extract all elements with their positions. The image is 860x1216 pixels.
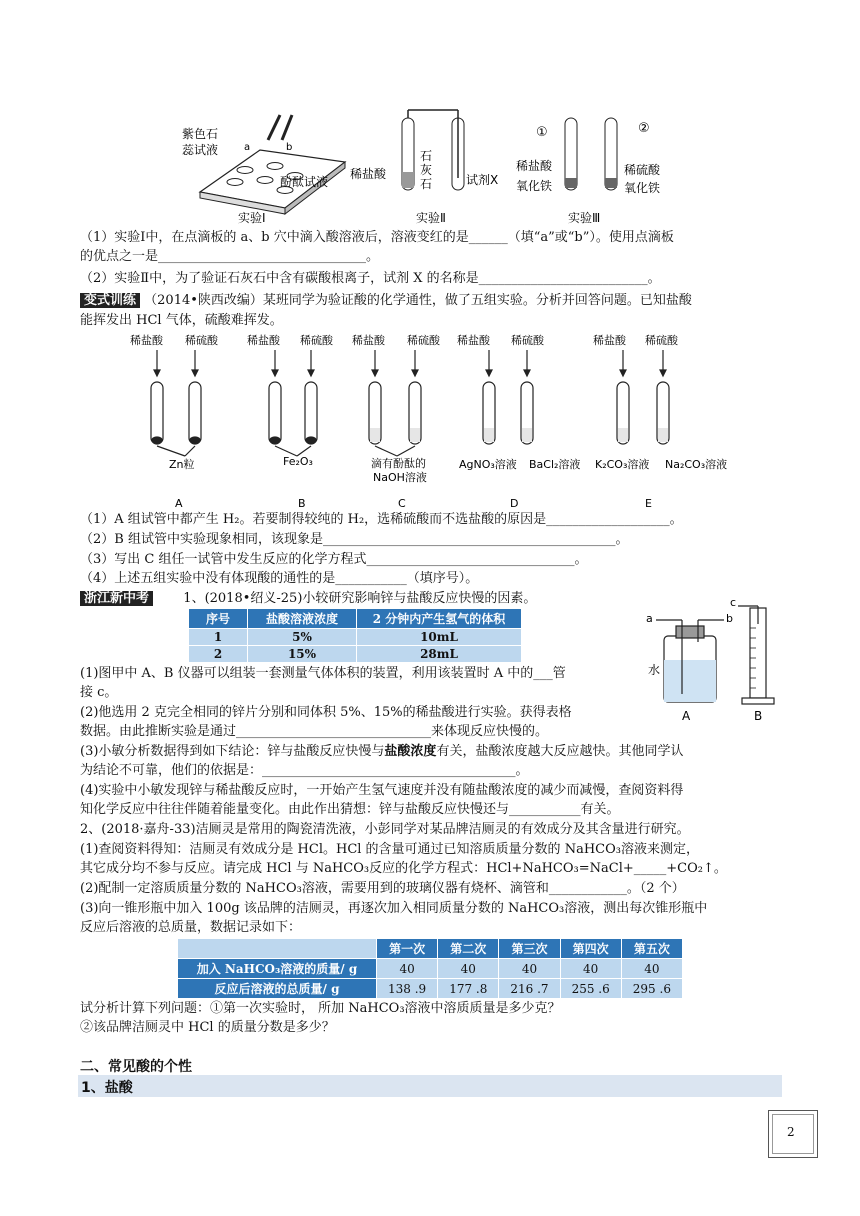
zj-line-9: 2、(2018·嘉舟-33)洁厕灵是常用的陶瓷清洗液，小彭同学对某品牌洁厕灵的有效成分及其含量进行研究。 [80,822,690,837]
table2-cell: 40 [438,959,499,979]
drop-arrowhead [412,370,418,376]
nahco3-data-table [177,938,683,999]
solid-reagent [190,437,200,443]
acid-label-4: 稀盐酸 [352,334,385,347]
liquid-reagent [370,428,380,442]
q2-line-3: （3）写出 C 组任一试管中发生反应的化学方程式________________________________。 [80,552,588,567]
group-label-e: E [645,497,652,510]
fig1-label-4: 酚酞试液 [280,175,329,189]
table2-cell: 255 .6 [560,979,621,999]
section-title: 二、常见酸的个性 [80,1059,192,1075]
table2-cell: 138 .9 [377,979,438,999]
fig1-label-5: 稀盐酸 [350,167,387,181]
drop-arrowhead [308,370,314,376]
liquid-reagent [658,428,668,442]
zj-line-13: (3)向一锥形瓶中加入 100g 该品牌的洁厕灵，再逐次加入相同质量分数的 NaHCO₃溶液，测出每次锥形瓶中 [80,901,708,916]
acid-label-6: 稀盐酸 [457,334,490,347]
acid-label-0: 稀盐酸 [130,334,163,347]
variant-paragraph [80,292,692,310]
bottle-a-drawing [656,620,724,702]
zinc-table-cell: 2 [189,646,248,663]
reagent-label-1: Fe₂O₃ [283,455,313,468]
label-connector [185,446,195,456]
test-tube [269,382,281,444]
cylinder-b-drawing [738,606,774,704]
fig1-caption-1: 实验Ⅱ [416,211,446,225]
group-label-a: A [175,497,183,510]
q2-line-1: （1）A 组试管中都产生 H₂。若要制得较纯的 H₂，选稀硫酸而不选盐酸的原因是___________________。 [80,512,683,527]
zj-line-1: (1)图甲中 A、B 仪器可以组装一套测量气体体积的装置，利用该装置时 A 中的___管 [80,666,566,681]
acid-labels [130,333,679,347]
reagent-label-0: Zn粒 [169,458,195,471]
experiment-figure-2 [125,330,745,512]
acid-label-7: 稀硫酸 [511,334,544,347]
drop-arrowhead [372,370,378,376]
table2-header-1: 第一次 [377,939,438,959]
table2-cell: 40 [377,959,438,979]
reagent-label-3: NaOH溶液 [373,471,427,484]
zj-line-7: (4)实验中小敏发现锌与稀盐酸反应时，一开始产生氢气速度并没有随盐酸浓度的减少而减慢，查阅资料得 [80,783,684,798]
variant-line-1: （2014•陕西改编）某班同学为验证酸的化学通性，做了五组实验。分析并回答问题。已知盐酸 [144,293,692,308]
apparatus-label-cylinder: B [754,709,763,723]
zinc-table-cell: 10mL [357,629,522,646]
page-number: 2 [787,1125,795,1139]
zinc-table-cell: 15% [248,646,357,663]
fig1-label-1: 蕊试液 [182,143,219,157]
acid-label-1: 稀硫酸 [185,334,218,347]
zj-line-8: 知化学反应中往往伴随着能量变化。由此作出猜想：锌与盐酸反应快慢还与___________有关。 [80,802,620,817]
fig1-label-0: 紫色石 [182,127,219,141]
zj-intro: 1、(2018•绍义-25)小较研究影响锌与盐酸反应快慢的因素。 [183,591,537,606]
variant-line-2: 能挥发出 HCl 气体，硫酸难挥发。 [80,313,283,328]
solid-reagent [270,437,280,443]
label-connector [157,446,185,456]
variant-tag: 变式训练 [80,293,140,308]
table2-header-5: 第五次 [621,939,682,959]
label-connector [397,446,415,456]
reagent-label-4: AgNO₃溶液 [459,458,517,471]
section-subtitle: 1、盐酸 [81,1080,133,1096]
table2-cell: 295 .6 [621,979,682,999]
table2-header-3: 第三次 [499,939,560,959]
zinc-table-header-2: 2 分钟内产生氢气的体积 [357,609,522,629]
label-connector [375,446,397,456]
reagent-label-7: Na₂CO₃溶液 [665,458,728,471]
zinc-data-table [188,608,522,663]
section-subtitle-bar [78,1075,782,1097]
table2-header-4: 第四次 [560,939,621,959]
fig1-label-11: ② [638,121,650,136]
table2-cell: 40 [560,959,621,979]
spot-plate-drawing [200,115,345,214]
fig1-caption-2: 实验Ⅲ [568,211,601,225]
experiment-figure-1 [180,100,680,230]
liquid-reagent [484,428,494,442]
table2-corner [178,939,377,959]
zj-line-5-bold: 盐酸浓度 [384,744,437,759]
drop-arrowhead [620,370,626,376]
liquid-reagent [618,428,628,442]
fig1-label-12: 稀盐酸 [516,159,553,173]
fig1-label-8: 石 [420,177,433,191]
acid-label-2: 稀盐酸 [247,334,280,347]
drop-arrowhead [154,370,160,376]
acid-label-3: 稀硫酸 [300,334,333,347]
fig1-label-14: 稀硫酸 [624,163,661,177]
test-tube [189,382,201,444]
zj-tag: 浙江新中考 [80,591,153,606]
group-label-d: D [510,497,519,510]
zinc-table-cell: 28mL [357,646,522,663]
q1-line-2: 的优点之一是________________________________。 [80,249,380,264]
liquid-reagent [522,428,532,442]
zj-line-4: 数据。由此推断实验是通过______________________________来体现反应快慢的。 [80,724,549,739]
drop-arrowhead [486,370,492,376]
zj-line-5c: 有关，盐酸浓度越大反应越快。其他同学认 [436,744,684,759]
zj-line-5a: (3)小敏分析数据得到如下结论：锌与盐酸反应快慢与 [80,744,385,759]
fig1-label-9: 试剂X [466,173,499,187]
fig1-label-15: 氧化铁 [624,181,661,195]
zinc-table-cell: 1 [189,629,248,646]
zinc-table-cell: 5% [248,629,357,646]
table2-header-2: 第二次 [438,939,499,959]
drop-arrowhead [192,370,198,376]
reagent-label-5: BaCl₂溶液 [529,458,581,471]
table2-cell: 40 [621,959,682,979]
solid-reagent [152,437,162,443]
fig1-label-13: 氧化铁 [516,179,553,193]
drop-arrowhead [524,370,530,376]
fig1-label-3: b [286,142,293,153]
q1-line-3: （2）实验Ⅱ中，为了验证石灰石中含有碳酸根离子，试剂 X 的名称是__________________________。 [80,271,661,286]
drop-arrowhead [660,370,666,376]
acid-label-5: 稀硫酸 [407,334,440,347]
fig1-label-10: ① [536,125,548,140]
table2-row-label: 加入 NaHCO₃溶液的质量/ g [178,959,377,979]
q2-line-4: （4）上述五组实验中没有体现酸的通性的是___________（填序号）。 [80,571,479,586]
reagent-label-2: 滴有酚酞的 [371,457,426,470]
table2-row-label: 反应后溶液的总质量/ g [178,979,377,999]
zj-line-6: 为结论不可靠，他们的依据是：_______________________________________。 [80,763,529,778]
experiment-3-drawing [565,118,617,190]
apparatus-label-b: b [726,612,733,625]
test-tube [151,382,163,444]
zj-intro-row [80,590,536,608]
apparatus-label-bottle: A [682,709,691,723]
solid-reagent [306,437,316,443]
drop-arrowhead [272,370,278,376]
page-number-box [768,1110,818,1158]
zj-line-3: (2)他选用 2 克完全相同的锌片分别和同体积 5%、15%的稀盐酸进行实验。获得表格 [80,705,572,720]
group-label-c: C [398,497,406,510]
table2-cell: 177 .8 [438,979,499,999]
zinc-table-header-0: 序号 [189,609,248,629]
test-tubes [151,350,669,456]
calc-line-2: ②该品牌洁厕灵中 HCl 的质量分数是多少？ [80,1020,335,1035]
acid-label-9: 稀硫酸 [645,334,678,347]
test-tube [305,382,317,444]
apparatus-label-c: c [730,598,737,609]
zj-line-10: (1)查阅资料得知：洁厕灵有效成分是 HCl。HCl 的含量可通过已知溶质质量分数的 NaHCO₃溶液来测定， [80,842,699,857]
zinc-table-header-1: 盐酸溶液浓度 [248,609,357,629]
apparatus-label-water: 水 [648,663,661,677]
apparatus-label-a: a [646,612,653,625]
q2-line-2: （2）B 组试管中实验现象相同，该现象是_____________________________________________。 [80,532,629,547]
fig1-label-6: 石 [420,149,433,163]
zj-line-5 [80,743,683,760]
calc-line-1: 试分析计算下列问题：①第一次实验时， 所加 NaHCO₃溶液中溶质质量是多少克？ [80,1001,561,1016]
acid-label-8: 稀盐酸 [593,334,626,347]
table2-cell: 216 .7 [499,979,560,999]
zj-line-12: (2)配制一定溶质质量分数的 NaHCO₃溶液，需要用到的玻璃仪器有烧杯、滴管和____________。（2 个） [80,881,685,896]
zj-line-14: 反应后溶液的总质量，数据记录如下： [80,920,302,935]
gas-apparatus-figure [642,598,782,726]
experiment-2-drawing [402,110,464,190]
zj-line-11: 其它成分均不参与反应。请完成 HCl 与 NaHCO₃反应的化学方程式：HCl+NaHCO₃=NaCl+_____+CO₂↑。 [80,861,727,876]
group-label-b: B [298,497,306,510]
zj-line-2: 接 c。 [80,685,118,700]
fig1-label-7: 灰 [420,163,433,177]
table2-cell: 40 [499,959,560,979]
q1-line-1: （1）实验Ⅰ中，在点滴板的 a、b 穴中滴入酸溶液后，溶液变红的是______（填“a”或“b”）。使用点滴板 [80,230,674,245]
fig1-caption-0: 实验Ⅰ [238,211,266,225]
liquid-reagent [410,428,420,442]
reagent-label-6: K₂CO₃溶液 [595,458,650,471]
fig1-label-2: a [244,142,251,153]
